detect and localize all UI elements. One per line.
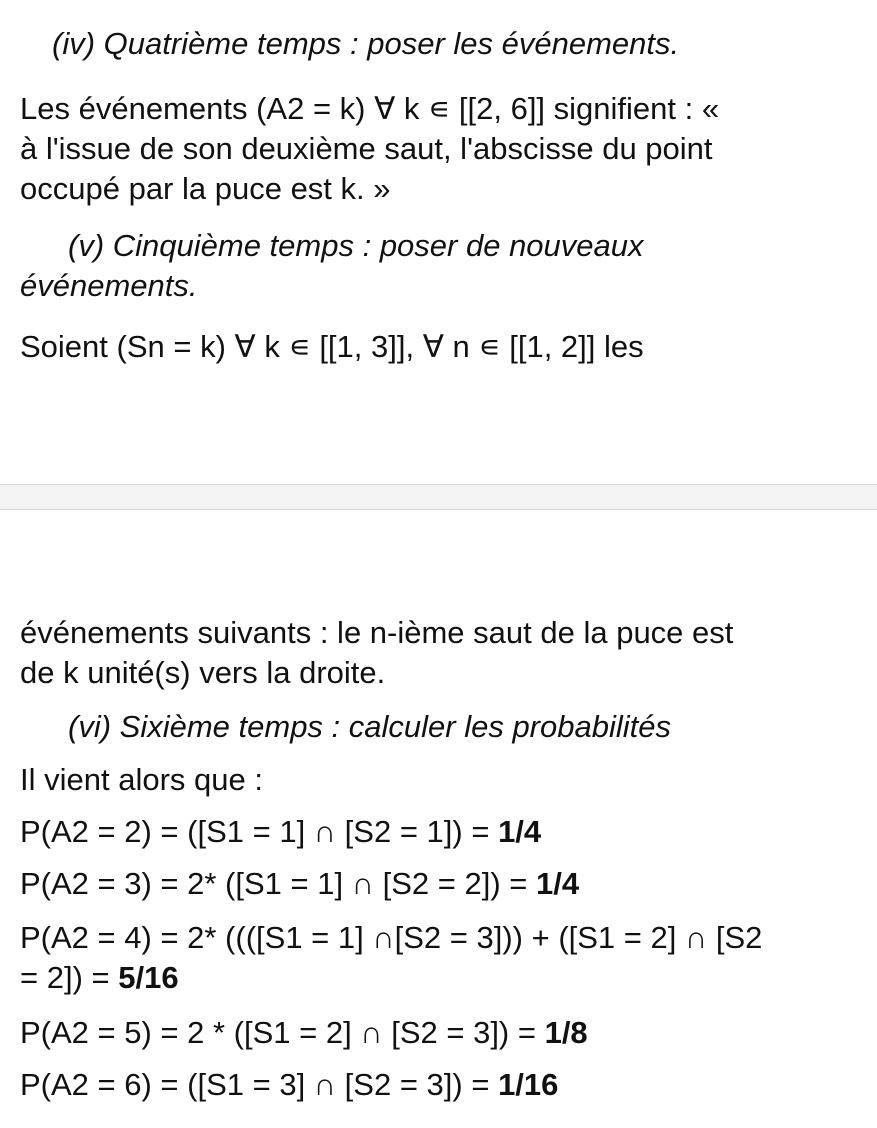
- paragraph-line: occupé par la puce est k. »: [20, 171, 391, 206]
- heading-line: événements.: [20, 268, 198, 303]
- paragraph-line: de k unité(s) vers la droite.: [20, 655, 386, 690]
- paragraph-line: à l'issue de son deuxième saut, l'abscisse du point: [20, 131, 713, 166]
- probability-result: 5/16: [118, 960, 179, 995]
- continuation-paragraph: [20, 613, 877, 693]
- soient-line: Soient (Sn = k) ∀ k ∊ [[1, 3]], ∀ n ∊ [[1, 2]] les: [20, 329, 644, 364]
- probability-line-2: P(A2 = 2) = ([S1 = 1] ∩ [S2 = 1]) = 1/4: [20, 814, 542, 849]
- probability-line-5: P(A2 = 5) = 2 * ([S1 = 2] ∩ [S2 = 3]) = 1/8: [20, 1015, 588, 1050]
- probability-line-4: P(A2 = 4) = 2* ((([S1 = 1] ∩[S2 = 3])) + ([S1 = 2] ∩ [S2 = 2]) = 5/16: [20, 920, 763, 995]
- probability-result: 1/16: [498, 1067, 559, 1102]
- step5-heading: [20, 226, 877, 306]
- probability-line-3: P(A2 = 3) = 2* ([S1 = 1] ∩ [S2 = 2]) = 1/4: [20, 866, 580, 901]
- probability-result: 1/4: [498, 814, 542, 849]
- step4-heading: (iv) Quatrième temps : poser les événements.: [52, 26, 680, 61]
- intro-line: Il vient alors que :: [20, 762, 263, 797]
- probability-result: 1/4: [535, 866, 580, 901]
- step6-heading: (vi) Sixième temps : calculer les probabilités: [68, 709, 671, 744]
- page-separator: [0, 484, 877, 510]
- step4-paragraph: [20, 89, 877, 209]
- heading-line: (v) Cinquième temps : poser de nouveaux: [68, 228, 644, 263]
- paragraph-line: événements suivants : le n-ième saut de la puce est: [20, 615, 734, 650]
- probability-line-6: P(A2 = 6) = ([S1 = 3] ∩ [S2 = 3]) = 1/16: [20, 1067, 559, 1102]
- probability-result: 1/8: [544, 1015, 588, 1050]
- paragraph-line: Les événements (A2 = k) ∀ k ∊ [[2, 6]] signifient : «: [20, 91, 720, 126]
